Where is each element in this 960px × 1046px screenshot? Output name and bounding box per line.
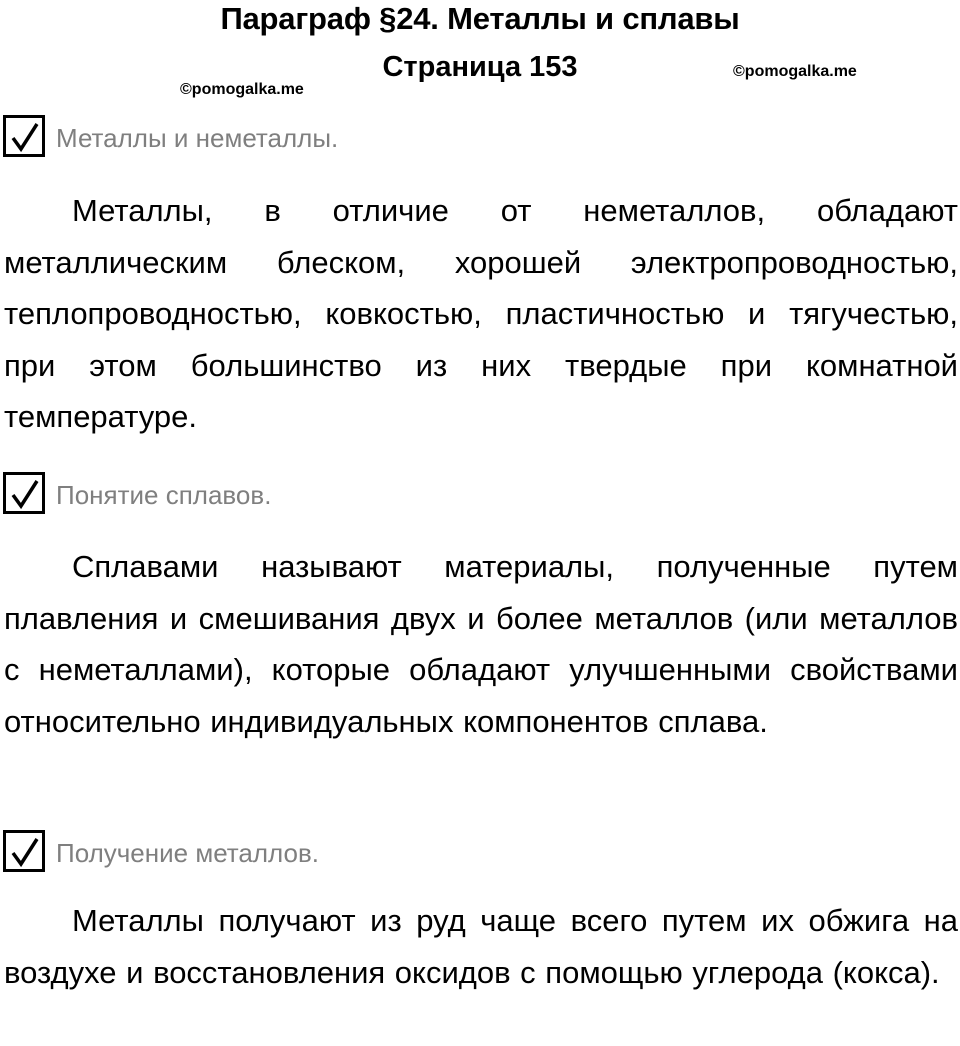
section-label: Металлы и неметаллы. xyxy=(56,123,339,153)
page-subtitle: Страница 153 xyxy=(382,51,578,83)
watermark-right: ©pomogalka.me xyxy=(733,63,857,80)
section-label: Получение металлов. xyxy=(56,838,319,868)
paragraph-production: Металлы получают из руд чаще всего путем их обжига на воздухе и восстановления оксидов с помощью углерода (кокса). xyxy=(4,903,958,990)
watermark-left: ©pomogalka.me xyxy=(180,81,304,98)
paragraph-metals: Металлы, в отличие от неметаллов, обладают металлическим блеском, хорошей электропроводностью, теплопроводностью, ковкостью, пластичностью и тягучестью, при этом большинство из них твердые при комнатной температуре. xyxy=(4,193,958,434)
checkbox-checked-icon xyxy=(3,472,45,514)
section-heading-alloys xyxy=(0,472,960,518)
page-title: Параграф §24. Металлы и сплавы xyxy=(220,1,740,36)
checkbox-checked-icon xyxy=(3,830,45,872)
section-heading-metals xyxy=(0,115,960,161)
section-heading-production xyxy=(0,830,960,876)
checkbox-checked-icon xyxy=(3,115,45,157)
paragraph-alloys: Сплавами называют материалы, полученные путем плавления и смешивания двух и более металлов (или металлов с неметаллами), которые обладают улучшенными свойствами относительно индивидуальных компонентов сплава. xyxy=(4,549,958,739)
section-label: Понятие сплавов. xyxy=(56,480,272,510)
